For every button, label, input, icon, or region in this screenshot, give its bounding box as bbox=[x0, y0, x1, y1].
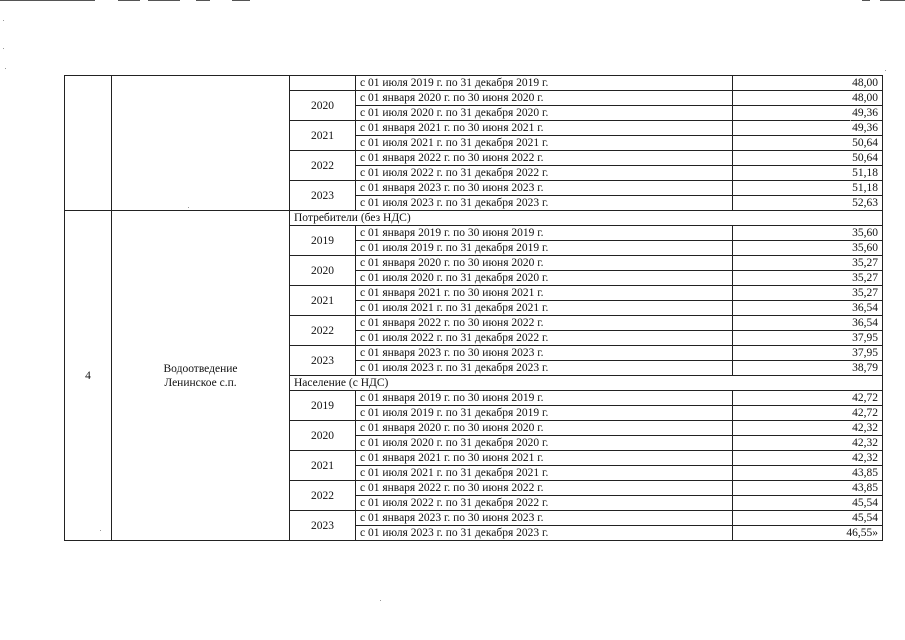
period-cell: с 01 июля 2023 г. по 31 декабря 2023 г. bbox=[356, 526, 733, 541]
tariff-value-cell: 35,60 bbox=[733, 241, 883, 256]
row-number-cell-empty bbox=[65, 76, 112, 211]
service-name-cell-empty bbox=[112, 76, 290, 211]
service-name-cell bbox=[112, 211, 290, 541]
tariff-value-cell: 37,95 bbox=[733, 346, 883, 361]
tariff-value-cell: 49,36 bbox=[733, 121, 883, 136]
scan-speck bbox=[850, 120, 851, 121]
period-cell: с 01 июля 2022 г. по 31 декабря 2022 г. bbox=[356, 166, 733, 181]
period-cell: с 01 января 2023 г. по 30 июня 2023 г. bbox=[356, 511, 733, 526]
tariff-value-cell: 42,32 bbox=[733, 451, 883, 466]
year-cell: 2022 bbox=[290, 481, 356, 511]
tariff-value-cell: 42,72 bbox=[733, 391, 883, 406]
period-cell: с 01 января 2019 г. по 30 июня 2019 г. bbox=[356, 391, 733, 406]
year-cell: 2019 bbox=[290, 391, 356, 421]
tariff-value-cell: 35,27 bbox=[733, 256, 883, 271]
tariff-value-cell: 45,54 bbox=[733, 511, 883, 526]
service-name-line1: Водоотведение bbox=[163, 362, 238, 375]
period-cell: с 01 января 2020 г. по 30 июня 2020 г. bbox=[356, 256, 733, 271]
service-name-line2: Ленинское с.п. bbox=[164, 376, 237, 389]
period-cell: с 01 июля 2019 г. по 31 декабря 2019 г. bbox=[356, 241, 733, 256]
period-cell: с 01 июля 2020 г. по 31 декабря 2020 г. bbox=[356, 436, 733, 451]
period-cell: с 01 января 2019 г. по 30 июня 2019 г. bbox=[356, 226, 733, 241]
year-cell: 2019 bbox=[290, 226, 356, 256]
tariff-value-cell: 42,72 bbox=[733, 406, 883, 421]
year-cell bbox=[290, 76, 356, 91]
period-cell: с 01 июля 2020 г. по 31 декабря 2020 г. bbox=[356, 106, 733, 121]
year-cell: 2023 bbox=[290, 511, 356, 541]
scan-top-edge bbox=[0, 0, 905, 2]
period-cell: с 01 января 2021 г. по 30 июня 2021 г. bbox=[356, 451, 733, 466]
year-cell: 2022 bbox=[290, 151, 356, 181]
period-cell: с 01 января 2021 г. по 30 июня 2021 г. bbox=[356, 286, 733, 301]
tariff-value-cell: 36,54 bbox=[733, 301, 883, 316]
scan-speck bbox=[5, 68, 6, 69]
year-cell: 2023 bbox=[290, 346, 356, 376]
period-cell: с 01 января 2020 г. по 30 июня 2020 г. bbox=[356, 421, 733, 436]
tariff-value-cell: 35,27 bbox=[733, 271, 883, 286]
period-cell: с 01 января 2020 г. по 30 июня 2020 г. bbox=[356, 91, 733, 106]
tariff-value-cell: 51,18 bbox=[733, 166, 883, 181]
period-cell: с 01 января 2021 г. по 30 июня 2021 г. bbox=[356, 121, 733, 136]
tariff-value-cell: 38,79 bbox=[733, 361, 883, 376]
table-row bbox=[65, 76, 883, 91]
period-cell: с 01 июля 2021 г. по 31 декабря 2021 г. bbox=[356, 301, 733, 316]
tariff-value-cell: 49,36 bbox=[733, 106, 883, 121]
period-cell: с 01 июля 2019 г. по 31 декабря 2019 г. bbox=[356, 76, 733, 91]
tariff-value-cell: 50,64 bbox=[733, 136, 883, 151]
period-cell: с 01 июля 2022 г. по 31 декабря 2022 г. bbox=[356, 331, 733, 346]
tariff-value-cell: 35,27 bbox=[733, 286, 883, 301]
scan-speck bbox=[3, 20, 4, 21]
tariff-value-cell: 52,63 bbox=[733, 196, 883, 211]
period-cell: с 01 июля 2020 г. по 31 декабря 2020 г. bbox=[356, 271, 733, 286]
tariff-value-cell: 35,60 bbox=[733, 226, 883, 241]
tariff-value-cell: 43,85 bbox=[733, 481, 883, 496]
group-header-consumers: Потребители (без НДС) bbox=[290, 211, 883, 226]
tariff-value-cell: 46,55» bbox=[733, 526, 883, 541]
tariff-value-cell: 48,00 bbox=[733, 76, 883, 91]
year-cell: 2020 bbox=[290, 256, 356, 286]
tariff-value-cell: 45,54 bbox=[733, 496, 883, 511]
period-cell: с 01 июля 2019 г. по 31 декабря 2019 г. bbox=[356, 406, 733, 421]
year-cell: 2021 bbox=[290, 121, 356, 151]
period-cell: с 01 июля 2023 г. по 31 декабря 2023 г. bbox=[356, 361, 733, 376]
period-cell: с 01 января 2023 г. по 30 июня 2023 г. bbox=[356, 181, 733, 196]
year-cell: 2020 bbox=[290, 91, 356, 121]
year-cell: 2021 bbox=[290, 451, 356, 481]
year-cell: 2020 bbox=[290, 421, 356, 451]
period-cell: с 01 января 2023 г. по 30 июня 2023 г. bbox=[356, 346, 733, 361]
period-cell: с 01 января 2022 г. по 30 июня 2022 г. bbox=[356, 481, 733, 496]
row-number-cell: 4 bbox=[65, 211, 112, 541]
tariff-value-cell: 37,95 bbox=[733, 331, 883, 346]
year-cell: 2022 bbox=[290, 316, 356, 346]
scan-speck bbox=[100, 530, 101, 531]
tariff-value-cell: 42,32 bbox=[733, 421, 883, 436]
scan-speck bbox=[380, 600, 381, 601]
table-row bbox=[65, 211, 883, 226]
year-cell: 2023 bbox=[290, 181, 356, 211]
period-cell: с 01 июля 2021 г. по 31 декабря 2021 г. bbox=[356, 136, 733, 151]
tariff-value-cell: 51,18 bbox=[733, 181, 883, 196]
period-cell: с 01 июля 2022 г. по 31 декабря 2022 г. bbox=[356, 496, 733, 511]
period-cell: с 01 июля 2021 г. по 31 декабря 2021 г. bbox=[356, 466, 733, 481]
scan-speck bbox=[885, 70, 886, 71]
tariff-value-cell: 43,85 bbox=[733, 466, 883, 481]
tariff-value-cell: 36,54 bbox=[733, 316, 883, 331]
tariff-value-cell: 48,00 bbox=[733, 91, 883, 106]
scan-speck bbox=[3, 48, 4, 49]
tariff-table bbox=[64, 75, 883, 541]
period-cell: с 01 июля 2023 г. по 31 декабря 2023 г. bbox=[356, 196, 733, 211]
period-cell: с 01 января 2022 г. по 30 июня 2022 г. bbox=[356, 316, 733, 331]
tariff-value-cell: 50,64 bbox=[733, 151, 883, 166]
tariff-value-cell: 42,32 bbox=[733, 436, 883, 451]
scan-speck bbox=[188, 207, 189, 208]
group-header-population: Население (с НДС) bbox=[290, 376, 883, 391]
tariff-table-body bbox=[65, 76, 883, 541]
period-cell: с 01 января 2022 г. по 30 июня 2022 г. bbox=[356, 151, 733, 166]
year-cell: 2021 bbox=[290, 286, 356, 316]
